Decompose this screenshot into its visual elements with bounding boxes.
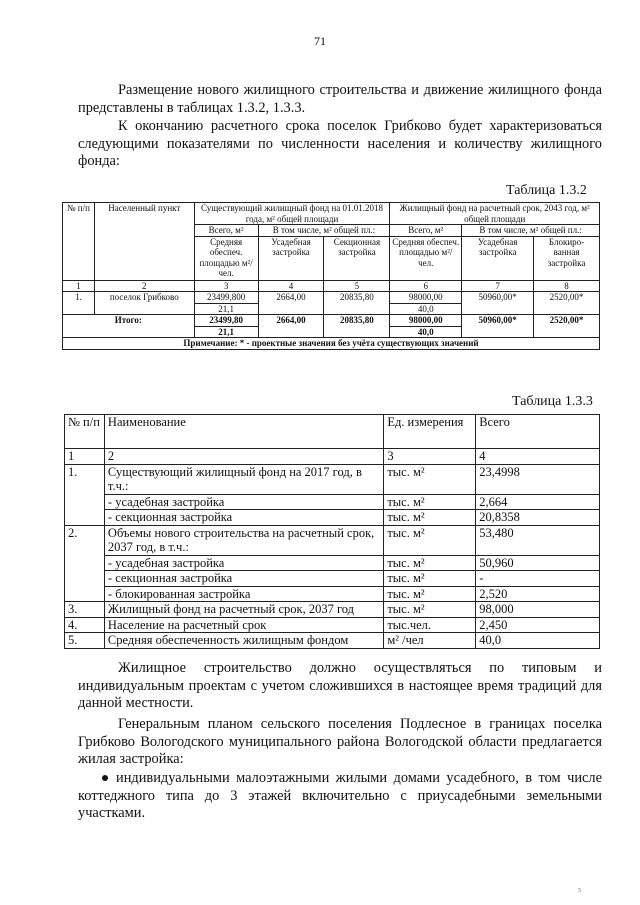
row-value: 50,960 xyxy=(476,555,600,571)
page-number: 71 xyxy=(314,34,326,48)
header-manor-1: Усадебная застройка xyxy=(258,236,324,280)
header-existing: Существующий жилищный фонд на 01.01.2018 года, м² общей площади xyxy=(194,203,390,225)
table-1-3-2-caption: Таблица 1.3.2 xyxy=(506,183,587,198)
header-value: Всего xyxy=(476,415,600,449)
row-unit: тыс. м² xyxy=(384,510,476,526)
total-existing-avg: 21,1 xyxy=(194,326,258,338)
colnum: 2 xyxy=(94,280,194,292)
total-existing-manor: 2664,00 xyxy=(258,315,324,338)
row-value: 53,480 xyxy=(476,525,600,555)
row-value: 20,8358 xyxy=(476,510,600,526)
colnum: 5 xyxy=(324,280,390,292)
table-1-3-2 xyxy=(62,202,600,350)
table-1-3-3-caption: Таблица 1.3.3 xyxy=(512,394,593,409)
header-place: Населенный пункт xyxy=(94,203,194,281)
header-total-1: Всего, м² xyxy=(194,225,258,237)
table-row xyxy=(63,292,600,304)
row-unit: тыс. м² xyxy=(384,494,476,510)
colnum: 4 xyxy=(258,280,324,292)
row-value: 2,450 xyxy=(476,617,600,633)
row-projected-block: 2520,00* xyxy=(534,292,600,315)
row-num: 2. xyxy=(65,525,105,602)
table-row xyxy=(65,510,600,526)
row-unit: тыс. м² xyxy=(384,555,476,571)
outro-paragraph-1: Жилищное строительство должно осуществляться по типовым и индивидуальным проектам с учетом сложившихся в настоящее время традиций для данной местности. xyxy=(78,660,602,711)
row-existing-section: 20835,80 xyxy=(324,292,390,315)
row-unit: м² /чел xyxy=(384,633,476,649)
bullet-item xyxy=(78,770,602,823)
colnum: 2 xyxy=(104,449,383,465)
table-1-3-3 xyxy=(64,414,600,649)
colnum: 4 xyxy=(476,449,600,465)
colnum: 8 xyxy=(534,280,600,292)
header-num: № п/п xyxy=(65,415,105,449)
row-num: 5. xyxy=(65,633,105,649)
row-unit: тыс. м² xyxy=(384,464,476,494)
row-num: 1. xyxy=(63,292,95,315)
column-numbers-row xyxy=(65,449,600,465)
row-existing-total: 23499,800 xyxy=(194,292,258,304)
total-existing-total: 23499,80 xyxy=(194,315,258,327)
colnum: 3 xyxy=(384,449,476,465)
total-label: Итого: xyxy=(63,315,195,338)
intro-paragraph-1: Размещение нового жилищного строительства и движение жилищного фонда представлены в таблицах 1.3.2, 1.3.3. xyxy=(78,82,602,116)
row-existing-manor: 2664,00 xyxy=(258,292,324,315)
table-row xyxy=(65,617,600,633)
column-numbers-row xyxy=(63,280,600,292)
row-name: - блокированная застройка xyxy=(104,586,383,602)
total-projected-block: 2520,00* xyxy=(534,315,600,338)
header-total-2: Всего, м² xyxy=(390,225,462,237)
table-row xyxy=(65,571,600,587)
header-avg-2: Средняя обеспеч. площадью м²/чел. xyxy=(390,236,462,280)
row-value: 40,0 xyxy=(476,633,600,649)
table-row xyxy=(65,494,600,510)
table-note: Примечание: * - проектные значения без учёта существующих значений xyxy=(63,338,600,350)
row-name: Объемы нового строительства на расчетный срок, 2037 год, в т.ч.: xyxy=(104,525,383,555)
colnum: 1 xyxy=(65,449,105,465)
row-name: - усадебная застройка xyxy=(104,494,383,510)
row-name: Существующий жилищный фонд на 2017 год, в т.ч.: xyxy=(104,464,383,494)
total-projected-avg: 40,0 xyxy=(390,326,462,338)
total-projected-manor: 50960,00* xyxy=(462,315,534,338)
table-row xyxy=(65,602,600,618)
header-num: № п/п xyxy=(63,203,95,281)
row-num: 4. xyxy=(65,617,105,633)
row-num: 3. xyxy=(65,602,105,618)
table-row xyxy=(65,464,600,494)
colnum: 3 xyxy=(194,280,258,292)
header-unit: Ед. измерения xyxy=(384,415,476,449)
intro-paragraph-2: К окончанию расчетного срока поселок Грибково будет характеризоваться следующими показателями по численности населения и количеству жилищного фонда: xyxy=(78,118,602,169)
total-row xyxy=(63,315,600,327)
header-manor-2: Усадебная застройка xyxy=(462,236,534,280)
row-unit: тыс. м² xyxy=(384,571,476,587)
row-existing-avg: 21,1 xyxy=(194,303,258,315)
row-unit: тыс. м² xyxy=(384,602,476,618)
total-existing-section: 20835,80 xyxy=(324,315,390,338)
row-name: - секционная застройка xyxy=(104,571,383,587)
row-value: 98,000 xyxy=(476,602,600,618)
outro-paragraph-2: Генеральным планом сельского поселения Подлесное в границах поселка Грибково Вологодского муниципального района Вологодской области предлагается жилая застройка: xyxy=(78,716,602,767)
row-num: 1. xyxy=(65,464,105,525)
table-row xyxy=(65,525,600,555)
header-incl-1: В том числе, м² общей пл.: xyxy=(258,225,390,237)
row-name: Средняя обеспеченность жилищным фондом xyxy=(104,633,383,649)
header-avg-1: Средняя обеспеч. площадью м²/чел. xyxy=(194,236,258,280)
bullet-icon xyxy=(102,775,108,781)
row-projected-avg: 40,0 xyxy=(390,303,462,315)
colnum: 1 xyxy=(63,280,95,292)
corner-mark: 5 xyxy=(578,888,581,894)
colnum: 7 xyxy=(462,280,534,292)
total-projected-total: 98000,00 xyxy=(390,315,462,327)
row-projected-total: 98000,00 xyxy=(390,292,462,304)
colnum: 6 xyxy=(390,280,462,292)
header-incl-2: В том числе, м² общей пл.: xyxy=(462,225,600,237)
bullet-text: индивидуальными малоэтажными жилыми домами усадебного, в том числе коттеджного типа до 3 этажей включительно с приусадебными земельными участками. xyxy=(78,770,602,821)
row-name: Жилищный фонд на расчетный срок, 2037 год xyxy=(104,602,383,618)
row-value: 2,664 xyxy=(476,494,600,510)
table-row xyxy=(65,586,600,602)
table-row xyxy=(65,555,600,571)
row-name: поселок Грибково xyxy=(94,292,194,315)
row-name: - секционная застройка xyxy=(104,510,383,526)
row-unit: тыс. м² xyxy=(384,586,476,602)
row-value: - xyxy=(476,571,600,587)
row-value: 23,4998 xyxy=(476,464,600,494)
row-name: - усадебная застройка xyxy=(104,555,383,571)
row-value: 2,520 xyxy=(476,586,600,602)
header-projected: Жилищный фонд на расчетный срок, 2043 год, м² общей площади xyxy=(390,203,600,225)
header-block: Блокиро-ванная застройка xyxy=(534,236,600,280)
row-name: Население на расчетный срок xyxy=(104,617,383,633)
table-row xyxy=(65,633,600,649)
header-section: Секционная застройка xyxy=(324,236,390,280)
row-unit: тыс.чел. xyxy=(384,617,476,633)
row-projected-manor: 50960,00* xyxy=(462,292,534,315)
header-name: Наименование xyxy=(104,415,383,449)
row-unit: тыс. м² xyxy=(384,525,476,555)
